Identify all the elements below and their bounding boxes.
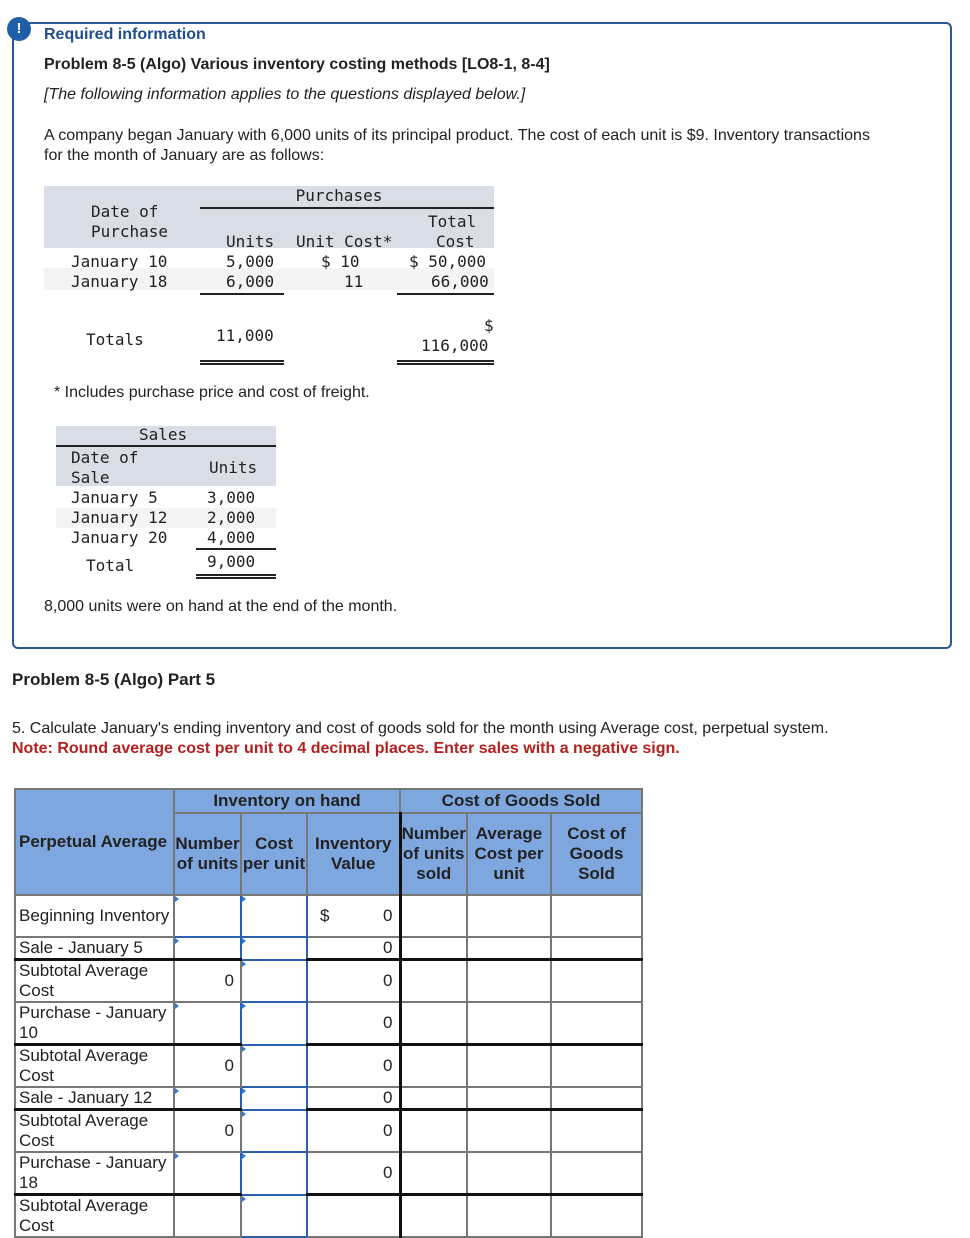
inventory-value-amount: 0 xyxy=(383,1056,393,1075)
inventory-value-amount: 0 xyxy=(383,971,393,990)
date-header: Date of xyxy=(91,202,159,221)
table-row xyxy=(15,1087,642,1110)
sale-units: 3,000 xyxy=(207,488,256,507)
totals-label: Totals xyxy=(86,330,144,349)
intro-text: A company began January with 6,000 units of its principal product. The cost of each unit is $9. Inventory transactions for the month of January are as follows: xyxy=(44,127,870,164)
date-header: Purchase xyxy=(91,222,169,241)
sale-units: 4,000 xyxy=(207,528,256,547)
col-number-of-units: Number of units xyxy=(174,813,241,895)
average-cost-cell xyxy=(467,937,551,960)
date-header: Sale xyxy=(71,468,110,487)
totals-cost: 116,000 xyxy=(421,336,489,355)
purchase-unit-cost: 11 xyxy=(344,272,364,291)
sales-table xyxy=(44,404,264,574)
cogs-header: Cost of Goods Sold xyxy=(400,789,642,813)
inventory-value-amount: 0 xyxy=(383,1163,393,1182)
units-sold-cell xyxy=(400,1152,467,1195)
units-sold-cell xyxy=(400,1045,467,1088)
totals-dollar: $ xyxy=(484,316,494,335)
units-header: Units xyxy=(226,232,275,251)
perpetual-average-table xyxy=(14,788,643,1238)
problem-title: Problem 8-5 (Algo) Various inventory costing methods [LO8-1, 8-4] xyxy=(44,56,550,73)
purchases-group-header: Purchases xyxy=(295,186,383,205)
cost-per-unit-input[interactable] xyxy=(241,937,307,960)
average-cost-cell xyxy=(467,1152,551,1195)
cost-per-unit-input[interactable] xyxy=(241,1002,307,1045)
footnote: * Includes purchase price and cost of freight. xyxy=(54,384,370,401)
units-sold-cell xyxy=(400,1110,467,1153)
inventory-value xyxy=(307,1110,400,1153)
cost-per-unit-input[interactable] xyxy=(241,1152,307,1195)
sales-group-header: Sales xyxy=(139,425,188,444)
row-label: Subtotal Average Cost xyxy=(15,1195,174,1238)
col-cost-per-unit: Cost per unit xyxy=(241,813,307,895)
inventory-value-amount: 0 xyxy=(383,1013,393,1032)
row-label: Subtotal Average Cost xyxy=(15,1045,174,1088)
totals-units: 11,000 xyxy=(216,326,274,345)
sales-total-label: Total xyxy=(86,556,135,575)
sale-date: January 12 xyxy=(71,508,168,527)
cogs-cell xyxy=(551,960,642,1003)
cost-per-unit-input[interactable] xyxy=(241,1087,307,1110)
cost-per-unit-input[interactable] xyxy=(241,1110,307,1153)
sale-date: January 20 xyxy=(71,528,168,547)
corner-header: Perpetual Average xyxy=(15,789,174,895)
units-sold-cell xyxy=(400,895,467,937)
average-cost-cell xyxy=(467,1195,551,1238)
units-sold-cell xyxy=(400,1195,467,1238)
units-input[interactable] xyxy=(174,1152,241,1195)
inventory-value-amount: 0 xyxy=(383,906,393,925)
row-label: Purchase - January 10 xyxy=(15,1002,174,1045)
table-row xyxy=(15,895,642,937)
average-cost-cell xyxy=(467,895,551,937)
cogs-cell xyxy=(551,895,642,937)
units-value: 0 xyxy=(174,1110,241,1153)
cost-per-unit-input[interactable] xyxy=(241,895,307,937)
cogs-cell xyxy=(551,1110,642,1153)
cogs-cell xyxy=(551,1002,642,1045)
cost-per-unit-input[interactable] xyxy=(241,960,307,1003)
inventory-value-amount: 0 xyxy=(383,1121,393,1140)
table-row xyxy=(15,937,642,960)
cost-per-unit-input[interactable] xyxy=(241,1195,307,1238)
row-label: Purchase - January 18 xyxy=(15,1152,174,1195)
cogs-cell xyxy=(551,1087,642,1110)
cogs-cell xyxy=(551,937,642,960)
inventory-value xyxy=(307,960,400,1003)
units-input[interactable] xyxy=(174,895,241,937)
inventory-on-hand-header: Inventory on hand xyxy=(174,789,400,813)
units-input[interactable] xyxy=(174,937,241,960)
cost-per-unit-input[interactable] xyxy=(241,1045,307,1088)
date-header: Date of xyxy=(71,448,139,467)
col-units-sold: Number of units sold xyxy=(400,813,467,895)
inventory-value xyxy=(307,1087,400,1110)
average-cost-cell xyxy=(467,1045,551,1088)
units-value: 0 xyxy=(174,1045,241,1088)
cogs-cell xyxy=(551,1195,642,1238)
inventory-value xyxy=(307,895,400,937)
units-sold-cell xyxy=(400,937,467,960)
cogs-cell xyxy=(551,1045,642,1088)
average-cost-cell xyxy=(467,1002,551,1045)
table-row xyxy=(15,1002,642,1045)
purchase-units: 6,000 xyxy=(226,272,275,291)
inventory-value xyxy=(307,937,400,960)
units-value: 0 xyxy=(174,960,241,1003)
required-information-heading: Required information xyxy=(44,26,206,43)
row-label: Subtotal Average Cost xyxy=(15,960,174,1003)
inventory-value xyxy=(307,1152,400,1195)
col-average-cost-per-unit: Average Cost per unit xyxy=(467,813,551,895)
average-cost-cell xyxy=(467,1110,551,1153)
purchase-total: 66,000 xyxy=(431,272,489,291)
sale-units: 2,000 xyxy=(207,508,256,527)
sales-total-units: 9,000 xyxy=(207,552,256,571)
ending-units-text: 8,000 units were on hand at the end of the month. xyxy=(44,598,398,615)
row-label: Subtotal Average Cost xyxy=(15,1110,174,1153)
table-row xyxy=(15,1045,642,1088)
cogs-cell xyxy=(551,1152,642,1195)
units-header: Units xyxy=(209,458,258,477)
inventory-value-amount: 0 xyxy=(383,1088,393,1107)
col-inventory-value: Inventory Value xyxy=(307,813,400,895)
units-sold-cell xyxy=(400,1002,467,1045)
units-input[interactable] xyxy=(174,1087,241,1110)
row-label: Sale - January 12 xyxy=(15,1087,174,1110)
sale-date: January 5 xyxy=(71,488,158,507)
purchase-total: $ 50,000 xyxy=(409,252,487,271)
row-label: Beginning Inventory xyxy=(15,895,174,937)
table-row xyxy=(15,1195,642,1238)
inventory-value xyxy=(307,1045,400,1088)
average-cost-cell xyxy=(467,1087,551,1110)
units-sold-cell xyxy=(400,1087,467,1110)
col-cost-of-goods-sold: Cost of Goods Sold xyxy=(551,813,642,895)
total-cost-header: Cost xyxy=(436,232,475,251)
average-cost-cell xyxy=(467,960,551,1003)
units-input[interactable] xyxy=(174,1002,241,1045)
purchase-unit-cost: $ 10 xyxy=(321,252,360,271)
applies-note: [The following information applies to the questions displayed below.] xyxy=(44,86,526,103)
table-row xyxy=(15,1110,642,1153)
part-title: Problem 8-5 (Algo) Part 5 xyxy=(12,670,216,689)
inventory-value xyxy=(307,1002,400,1045)
purchase-date: January 10 xyxy=(71,252,168,271)
units-sold-cell xyxy=(400,960,467,1003)
purchase-units: 5,000 xyxy=(226,252,275,271)
table-row xyxy=(15,1152,642,1195)
inventory-value-amount: 0 xyxy=(383,938,393,957)
total-cost-header: Total xyxy=(428,212,477,231)
row-label: Sale - January 5 xyxy=(15,937,174,960)
table-row xyxy=(15,960,642,1003)
question-text: 5. Calculate January's ending inventory and cost of goods sold for the month using Average cost, perpetual system. xyxy=(12,720,829,737)
purchases-table xyxy=(44,186,494,355)
alert-icon: ! xyxy=(7,17,31,41)
units-value xyxy=(174,1195,241,1238)
question-note: Note: Round average cost per unit to 4 decimal places. Enter sales with a negative sign. xyxy=(12,740,680,757)
dollar-sign: $ xyxy=(320,906,330,925)
inventory-value xyxy=(307,1195,400,1238)
unit-cost-header: Unit Cost* xyxy=(296,232,393,251)
purchase-date: January 18 xyxy=(71,272,168,291)
